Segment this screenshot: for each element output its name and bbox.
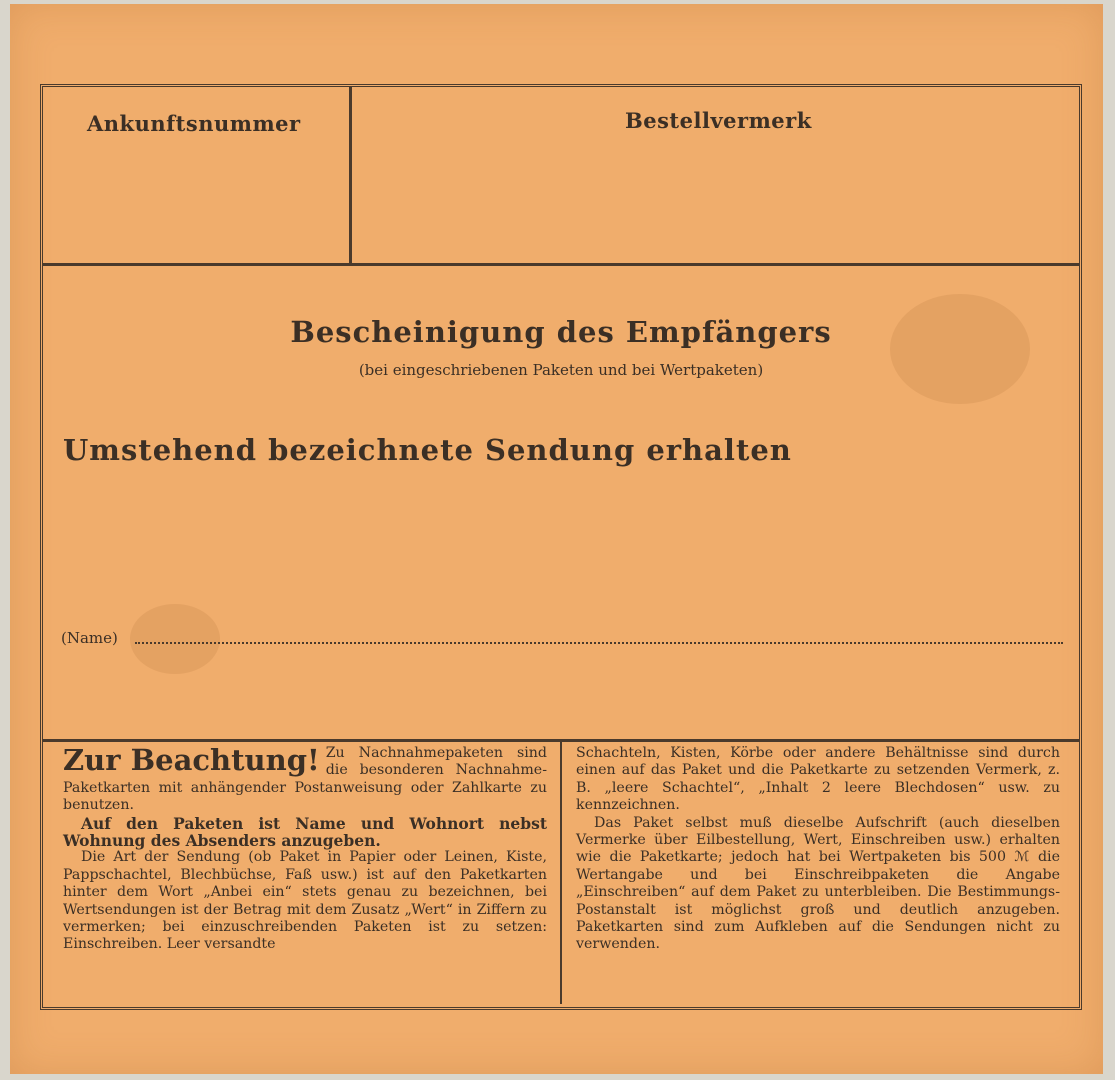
parcel-card-back xyxy=(10,4,1103,1074)
notes-right-paragraph-2: Das Paket selbst muß dieselbe Aufschrift (auch dieselben Vermerke über Eilbestellung, Wert, Einschreiben usw.) erhalten wie die Paketkarte; jedoch hat bei Wertpaketen bis 500 ℳ die Wertangabe und bei Einschreibpaketen die Angabe „Einschreiben“ auf dem Paket zu unterbleiben. Die Bestimmungs-Postanstalt ist möglichst groß und deutlich anzugeben. Paketkarten sind zum Aufkleben auf die Sendungen nicht zu verwenden. xyxy=(576,814,1060,953)
name-label: (Name) xyxy=(61,629,118,647)
notes-column-divider xyxy=(560,742,562,1004)
notes-intro xyxy=(63,745,547,815)
header-column-divider xyxy=(349,87,352,263)
notes-left-paragraph-3: Die Art der Sendung (ob Paket in Papier oder Leinen, Kiste, Pappschachtel, Blechbüchse, Faß usw.) ist auf den Paketkarten hinter dem Wort „Anbei ein“ stets genau zu bezeichnen, bei Wertsendungen ist der Betrag mit dem Zusatz „Wert“ in Ziffern zu vermerken; bei einzuschreibenden Paketen ist zu setzen: Einschreiben. Leer versandte xyxy=(63,849,547,953)
notes-right-column xyxy=(576,745,1060,954)
notes-left-paragraph-1: Zu Nachnahmepaketen sind die besonderen Nachnahme-Paketkarten mit anhängender Postanweisung oder Zahlkarte zu benutzen. xyxy=(63,745,547,814)
received-statement: Umstehend bezeichnete Sendung erhalten xyxy=(63,433,792,467)
notes-left-column xyxy=(63,745,547,954)
arrival-number-label: Ankunftsnummer xyxy=(87,111,301,136)
name-dotted-line xyxy=(135,642,1063,644)
name-field xyxy=(61,629,1063,651)
form-frame xyxy=(40,84,1082,1010)
header-divider xyxy=(43,263,1079,266)
order-note-label: Bestellvermerk xyxy=(625,108,812,133)
certificate-subtitle: (bei eingeschriebenen Paketen und bei Wertpaketen) xyxy=(358,361,764,379)
notes-heading: Zur Beachtung! xyxy=(63,743,320,777)
notes-left-paragraph-2: Auf den Paketen ist Name und Wohnort nebst Wohnung des Absenders anzugeben. xyxy=(63,813,547,851)
notes-right-paragraph-1: Schachteln, Kisten, Körbe oder andere Behältnisse sind durch einen auf das Paket und die Paketkarte zu setzenden Vermerk, z. B. „leere Schachtel“, „Inhalt 2 leere Blechdosen“ usw. zu kennzeichnen. xyxy=(576,745,1060,814)
certificate-title: Bescheinigung des Empfängers xyxy=(290,315,832,349)
